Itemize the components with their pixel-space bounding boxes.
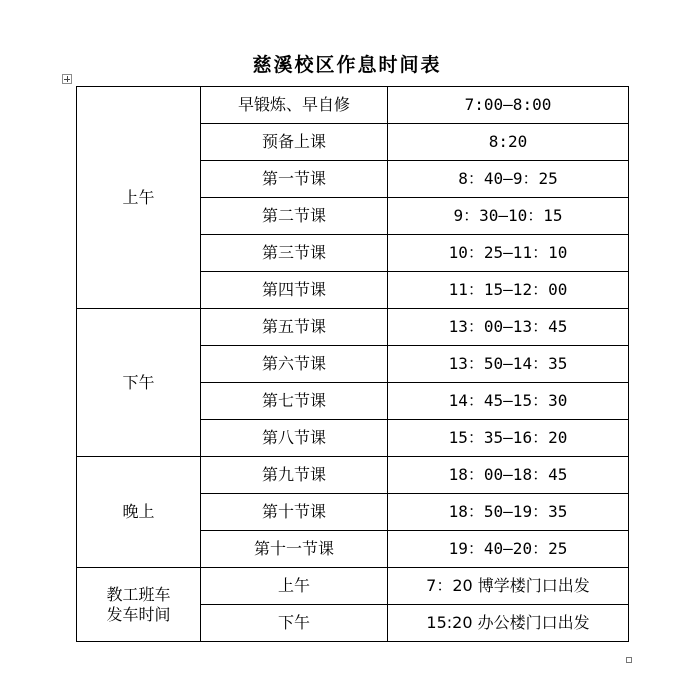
schedule-item: 第四节课 bbox=[201, 272, 388, 309]
shuttle-session: 上午 bbox=[201, 568, 388, 605]
schedule-time: 8：40—9：25 bbox=[388, 161, 629, 198]
schedule-time: 8:20 bbox=[388, 124, 629, 161]
schedule-time: 18：50—19：35 bbox=[388, 494, 629, 531]
schedule-time: 19：40—20：25 bbox=[388, 531, 629, 568]
schedule-table bbox=[76, 86, 629, 642]
schedule-item: 第三节课 bbox=[201, 235, 388, 272]
schedule-time: 13：50—14：35 bbox=[388, 346, 629, 383]
schedule-time: 10：25—11：10 bbox=[388, 235, 629, 272]
shuttle-session: 下午 bbox=[201, 605, 388, 642]
shuttle-time: 15:20 办公楼门口出发 bbox=[388, 605, 629, 642]
period-evening-label: 晚上 bbox=[77, 457, 201, 568]
schedule-item: 第二节课 bbox=[201, 198, 388, 235]
schedule-time: 18：00—18：45 bbox=[388, 457, 629, 494]
schedule-time: 15：35—16：20 bbox=[388, 420, 629, 457]
schedule-item: 第六节课 bbox=[201, 346, 388, 383]
table-row bbox=[77, 87, 629, 124]
table-resize-handle-icon[interactable] bbox=[626, 657, 632, 663]
schedule-time: 11：15—12：00 bbox=[388, 272, 629, 309]
schedule-item: 第九节课 bbox=[201, 457, 388, 494]
schedule-item: 第一节课 bbox=[201, 161, 388, 198]
table-row bbox=[77, 309, 629, 346]
table-row bbox=[77, 568, 629, 605]
schedule-item: 第八节课 bbox=[201, 420, 388, 457]
schedule-time: 13：00—13：45 bbox=[388, 309, 629, 346]
table-row bbox=[77, 457, 629, 494]
shuttle-label bbox=[77, 568, 201, 642]
schedule-item: 第七节课 bbox=[201, 383, 388, 420]
schedule-item: 第十一节课 bbox=[201, 531, 388, 568]
schedule-time: 14：45—15：30 bbox=[388, 383, 629, 420]
shuttle-label-line1: 教工班车 bbox=[106, 585, 171, 605]
period-afternoon-label: 下午 bbox=[77, 309, 201, 457]
period-morning-label: 上午 bbox=[77, 87, 201, 309]
table-move-handle-icon[interactable] bbox=[62, 74, 72, 84]
schedule-item: 第十节课 bbox=[201, 494, 388, 531]
schedule-item: 预备上课 bbox=[201, 124, 388, 161]
schedule-item: 第五节课 bbox=[201, 309, 388, 346]
shuttle-time: 7：20 博学楼门口出发 bbox=[388, 568, 629, 605]
schedule-time: 9：30—10：15 bbox=[388, 198, 629, 235]
shuttle-label-line2: 发车时间 bbox=[106, 604, 171, 624]
schedule-item: 早锻炼、早自修 bbox=[201, 87, 388, 124]
schedule-time: 7:00—8:00 bbox=[388, 87, 629, 124]
page-title: 慈溪校区作息时间表 bbox=[252, 54, 442, 76]
